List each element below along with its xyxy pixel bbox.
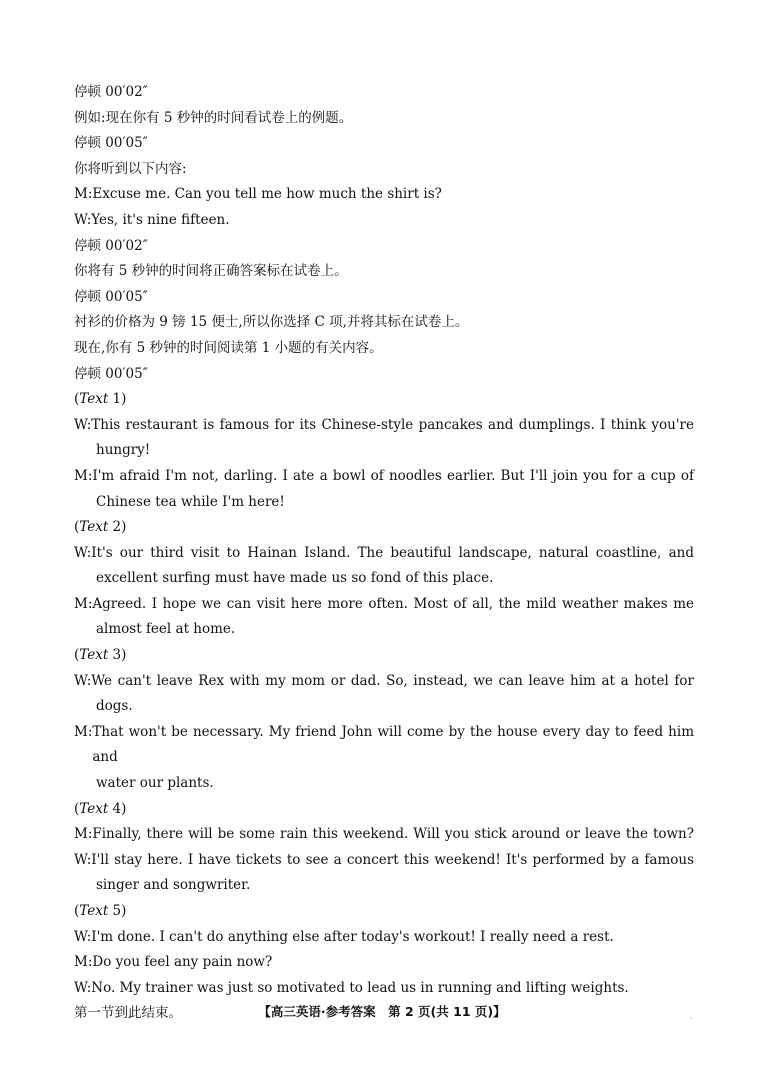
transcript-body [74,80,694,1027]
utterance-continuation: excellent surfing must have made us so fond of this place. [96,570,494,587]
dialogue-line [74,541,694,567]
text-2-section [74,515,694,643]
dialogue-line [74,950,694,976]
utterance: This restaurant is famous for its Chinese-style pancakes and dumplings. I think you're [91,416,694,433]
dialogue-line [74,413,694,439]
text-3-section [74,643,694,797]
speaker: W: [74,544,92,561]
speaker: M: [74,467,93,484]
speaker: W: [74,979,92,996]
dialogue-line [74,976,694,1002]
utterance: I'm afraid I'm not, darling. I ate a bowl of noodles earlier. But I'll join you for a cup of [92,467,694,484]
text-label: (Text 5) [74,903,127,919]
read-instruction: 现在,你有 5 秒钟的时间阅读第 1 小题的有关内容。 [74,339,383,356]
text-5-section [74,899,694,1001]
pause-line: 停顿 00′02″ [74,84,148,100]
pause-line: 停顿 00′05″ [74,135,148,152]
utterance-continuation: singer and songwriter. [96,877,251,894]
speaker: M: [74,595,93,612]
utterance: It's our third visit to Hainan Island. The beautiful landscape, natural coastline, and [91,544,694,561]
utterance: No. My trainer was just so motivated to lead us in running and lifting weights. [91,979,629,996]
section-end: 第一节到此结束。 [74,1005,182,1022]
dialogue-line [74,848,694,874]
speaker: W: [74,928,92,945]
page-footer: 【高三英语·参考答案 第 2 页(共 11 页)】 [258,1004,506,1019]
text-4-section [74,797,694,899]
utterance: We can't leave Rex with my mom or dad. So, instead, we can leave him at a hotel for [91,672,694,689]
utterance: Agreed. I hope we can visit here more often. Most of all, the mild weather makes me [92,595,694,612]
utterance: I'll stay here. I have tickets to see a concert this weekend! It's performed by a famous [91,851,694,868]
utterance-continuation: dogs. [96,698,133,715]
dialogue-line [74,720,694,771]
corner-mark: · [690,1014,693,1024]
pause-line: 停顿 00′05″ [74,365,148,382]
dialogue-line [74,822,694,848]
pause-line: 停顿 00′05″ [74,288,148,305]
example-dialogue-m: M:Excuse me. Can you tell me how much the shirt is? [74,186,442,203]
text-label: (Text 3) [74,647,127,664]
example-instruction: 例如:现在你有 5 秒钟的时间看试卷上的例题。 [74,109,353,126]
speaker: M: [74,826,93,843]
dialogue-line [74,592,694,618]
utterance-continuation: almost feel at home. [96,621,236,638]
utterance-continuation: water our plants. [96,775,214,792]
dialogue-line [74,464,694,490]
text-label: (Text 1) [74,391,127,408]
speaker: W: [74,672,92,689]
listen-instruction: 你将听到以下内容: [74,160,187,177]
example-explanation: 衬衫的价格为 9 镑 15 便士,所以你选择 C 项,并将其标在试卷上。 [74,314,469,331]
speaker: M: [74,723,93,740]
example-dialogue-w: W:Yes, it's nine fifteen. [74,211,230,228]
utterance: I'm done. I can't do anything else after today's workout! I really need a rest. [91,928,614,945]
text-label: (Text 4) [74,800,127,817]
speaker: M: [74,954,93,971]
text-label: (Text 2) [74,519,127,536]
dialogue-line [74,925,694,951]
utterance: Finally, there will be some rain this weekend. Will you stick around or leave the town? [92,826,694,843]
mark-answer-instruction: 你将有 5 秒钟的时间将正确答案标在试卷上。 [74,263,348,280]
utterance: That won't be necessary. My friend John will come by the house every day to feed him and [92,723,694,766]
utterance-continuation: Chinese tea while I'm here! [96,493,285,510]
utterance-continuation: hungry! [96,442,151,459]
pause-line: 停顿 00′02″ [74,237,148,254]
intro-section [74,80,694,387]
dialogue-line [74,669,694,695]
text-1-section [74,387,694,515]
speaker: W: [74,416,92,433]
speaker: W: [74,851,92,868]
utterance: Do you feel any pain now? [92,954,273,971]
